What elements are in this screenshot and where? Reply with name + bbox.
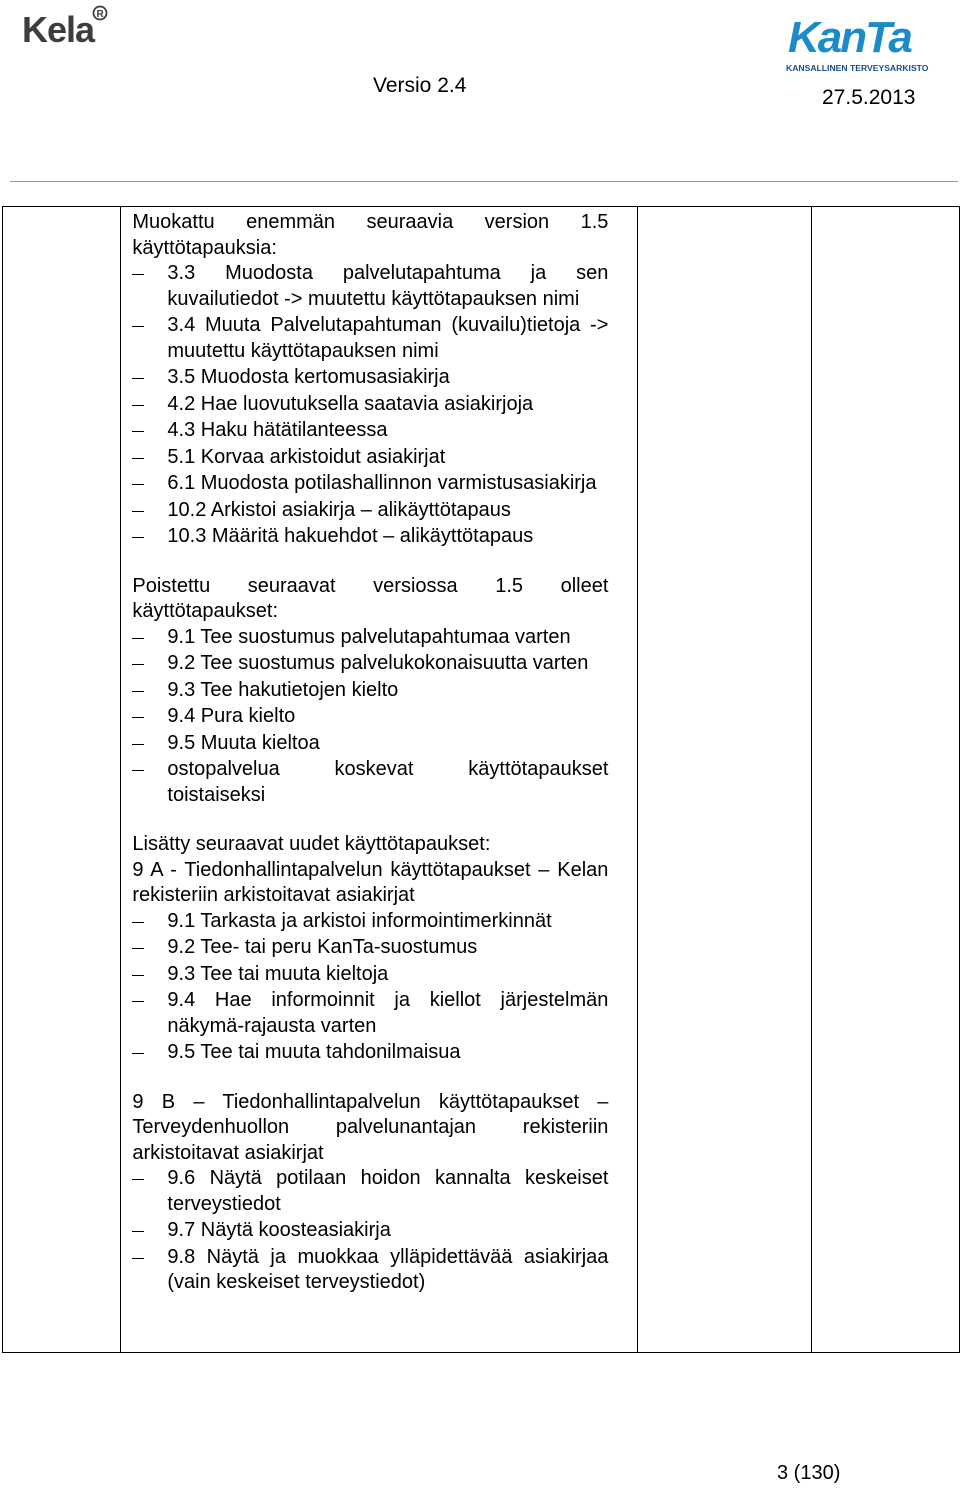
list-item: 9.4 Hae informoinnit ja kiellot järjestelmän näkymä-rajausta varten <box>132 988 608 1039</box>
added-list-9a <box>132 909 608 1066</box>
list-item: 9.6 Näytä potilaan hoidon kannalta keskeiset terveystiedot <box>132 1166 608 1217</box>
section-intro: Poistettu seuraavat versiossa 1.5 olleet käyttötapaukset: <box>132 574 609 622</box>
kanta-logo-tagline: KANSALLINEN TERVEYSARKISTO <box>786 63 929 73</box>
list-item: 9.5 Tee tai muuta tahdonilmaisua <box>132 1040 608 1066</box>
table-cell-changes <box>121 207 637 1353</box>
modified-list <box>132 261 608 550</box>
table-cell-empty-right <box>811 207 960 1353</box>
section-intro: Muokattu enemmän seuraavia version 1.5 käyttötapauksia: <box>132 211 609 259</box>
removed-section <box>132 574 608 809</box>
list-item: 9.2 Tee suostumus palvelukokonaisuutta varten <box>132 651 608 677</box>
list-item: 9.1 Tarkasta ja arkistoi informointimerkinnät <box>132 909 608 935</box>
added-section-9b <box>132 1090 608 1296</box>
section-subheading: 9 B – Tiedonhallintapalvelun käyttötapaukset – Terveydenhuollon palvelunantajan rekisteriin arkistoitavat asiakirjat <box>132 1090 609 1164</box>
document-version: Versio 2.4 <box>373 74 467 97</box>
list-item: 9.7 Näytä koosteasiakirja <box>132 1218 608 1244</box>
list-item: ostopalvelua koskevat käyttötapaukset toistaiseksi <box>132 757 608 808</box>
list-item: 4.2 Hae luovutuksella saatavia asiakirjoja <box>132 392 608 418</box>
list-item: 9.4 Pura kielto <box>132 704 608 730</box>
removed-list <box>132 625 608 809</box>
kela-logo-text: Kela <box>22 9 95 48</box>
list-item: 9.3 Tee tai muuta kieltoja <box>132 962 608 988</box>
table-row <box>3 207 960 1353</box>
document-date: 27.5.2013 <box>822 86 916 109</box>
page-number: 3 (130) <box>777 1462 841 1484</box>
list-item: 3.3 Muodosta palvelutapahtuma ja sen kuvailutiedot -> muutettu käyttötapauksen nimi <box>132 261 608 312</box>
list-item: 3.5 Muodosta kertomusasiakirja <box>132 365 608 391</box>
list-item: 9.8 Näytä ja muokkaa ylläpidettävää asiakirjaa (vain keskeiset terveystiedot) <box>132 1245 608 1296</box>
list-item: 9.3 Tee hakutietojen kielto <box>132 678 608 704</box>
kanta-logo <box>786 12 938 74</box>
added-section-9a <box>132 832 608 1066</box>
modified-section <box>132 210 608 550</box>
kela-logo <box>22 4 112 48</box>
table-cell-empty-middle <box>637 207 811 1353</box>
added-list-9b <box>132 1166 608 1296</box>
change-description <box>132 210 608 1296</box>
list-item: 3.4 Muuta Palvelutapahtuman (kuvailu)tietoja -> muutettu käyttötapauksen nimi <box>132 313 608 364</box>
list-item: 9.5 Muuta kieltoa <box>132 731 608 757</box>
change-log-table <box>2 206 960 1353</box>
list-item: 10.2 Arkistoi asiakirja – alikäyttötapaus <box>132 498 608 524</box>
list-item: 9.2 Tee- tai peru KanTa-suostumus <box>132 935 608 961</box>
list-item: 9.1 Tee suostumus palvelutapahtumaa varten <box>132 625 608 651</box>
kanta-logo-text: KanTa <box>788 13 911 62</box>
list-item: 10.3 Määritä hakuehdot – alikäyttötapaus <box>132 524 608 550</box>
list-item: 5.1 Korvaa arkistoidut asiakirjat <box>132 445 608 471</box>
svg-text:R: R <box>96 9 104 20</box>
section-subheading: 9 A - Tiedonhallintapalvelun käyttötapaukset – Kelan rekisteriin arkistoitavat asiakirjat <box>132 858 609 906</box>
section-intro: Lisätty seuraavat uudet käyttötapaukset: <box>132 833 491 855</box>
list-item: 6.1 Muodosta potilashallinnon varmistusasiakirja <box>132 471 608 497</box>
table-cell-empty-left <box>3 207 121 1353</box>
list-item: 4.3 Haku hätätilanteessa <box>132 418 608 444</box>
header-divider <box>10 181 958 182</box>
